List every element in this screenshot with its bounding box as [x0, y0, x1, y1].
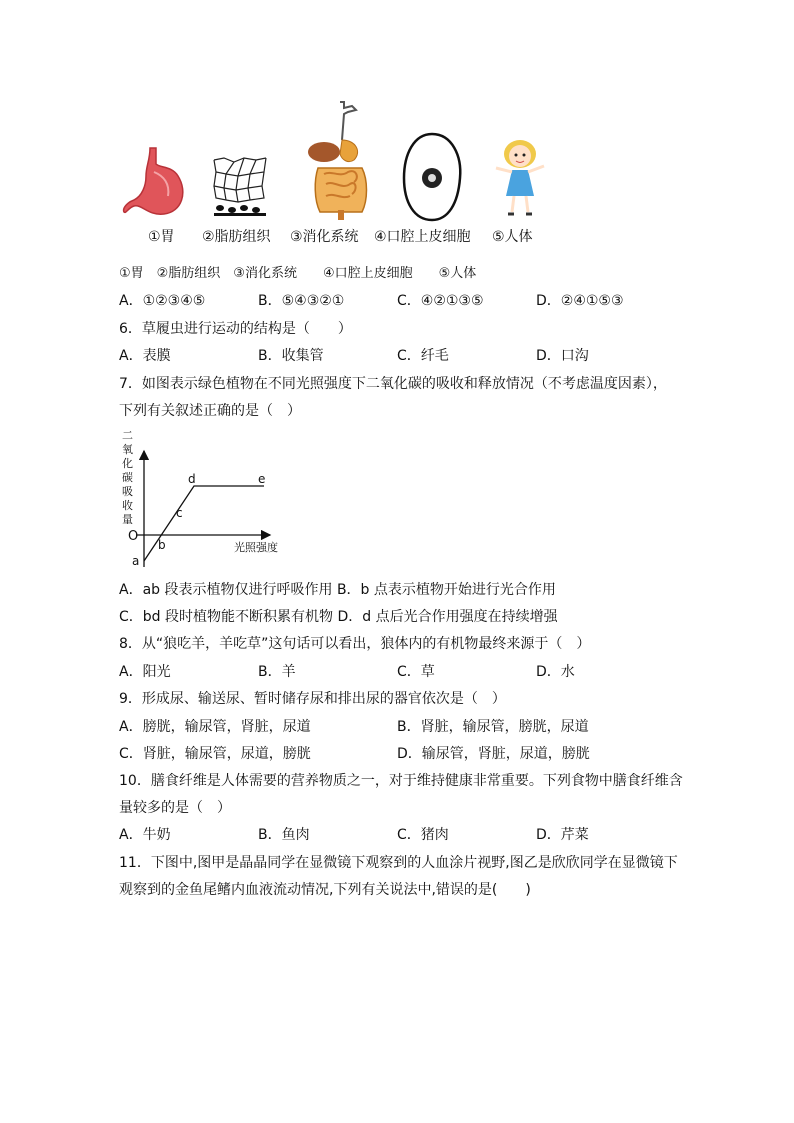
caption-human-body: ⑤人体: [492, 229, 533, 245]
q5-option-a[interactable]: A．①②③④⑤: [119, 293, 206, 309]
q6-option-a[interactable]: A．表膜: [119, 348, 171, 364]
q7-point-a: a: [132, 554, 140, 568]
q7-point-e: e: [258, 472, 266, 486]
q7-options-line2[interactable]: C．bd 段时植物能不断积累有机物 D．d 点后光合作用强度在持续增强: [119, 609, 558, 625]
q7-point-c: c: [176, 506, 183, 520]
q7-point-b: b: [158, 538, 166, 552]
q6-option-d[interactable]: D．口沟: [536, 348, 589, 364]
q6-stem: 6．草履虫进行运动的结构是（ ）: [119, 321, 352, 337]
caption-fat-tissue: ②脂肪组织: [202, 229, 271, 245]
caption-digestive-system: ③消化系统: [290, 229, 359, 245]
q10-option-b[interactable]: B．鱼肉: [258, 827, 310, 843]
q9-option-d[interactable]: D．输尿管，肾脏，尿道，膀胱: [397, 746, 590, 762]
q9-option-b[interactable]: B．肾脏，输尿管，膀胱，尿道: [397, 719, 589, 735]
q8-option-b[interactable]: B．羊: [258, 664, 296, 680]
q11-stem-line2: 观察到的金鱼尾鳍内血液流动情况,下列有关说法中,错误的是( ): [119, 882, 531, 898]
q8-option-a[interactable]: A．阳光: [119, 664, 171, 680]
q10-option-c[interactable]: C．猪肉: [397, 827, 449, 843]
q8-option-d[interactable]: D．水: [536, 664, 575, 680]
q6-option-c[interactable]: C．纤毛: [397, 348, 449, 364]
q7-ylabel-char-0: 二: [122, 429, 133, 442]
q10-option-a[interactable]: A．牛奶: [119, 827, 171, 843]
q5-option-c[interactable]: C．④②①③⑤: [397, 293, 484, 309]
q7-ylabel-char-1: 氧: [122, 443, 133, 456]
q5-option-b[interactable]: B．⑤④③②①: [258, 293, 345, 309]
q7-stem-line1: 7．如图表示绿色植物在不同光照强度下二氧化碳的吸收和释放情况（不考虑温度因素），: [119, 376, 667, 392]
digestive-system-image: [304, 100, 376, 222]
q7-point-d: d: [188, 472, 196, 486]
fat-tissue-image: [212, 156, 268, 218]
q10-stem-line2: 量较多的是（ ）: [119, 800, 231, 816]
q7-stem-line2: 下列有关叙述正确的是（ ）: [119, 403, 301, 419]
q7-ylabel-char-6: 量: [122, 513, 133, 526]
q7-origin-label: O: [128, 529, 139, 544]
q11-stem-line1: 11．下图中,图甲是晶晶同学在显微镜下观察到的人血涂片视野,图乙是欣欣同学在显微镜下: [119, 855, 678, 871]
q9-stem: 9．形成尿、输送尿、暂时储存尿和排出尿的器官依次是（ ）: [119, 691, 506, 707]
human-body-image: [490, 138, 550, 218]
q8-option-c[interactable]: C．草: [397, 664, 435, 680]
q7-options-line1[interactable]: A．ab 段表示植物仅进行呼吸作用 B．b 点表示植物开始进行光合作用: [119, 582, 556, 598]
q5-option-d[interactable]: D．②④①⑤③: [536, 293, 624, 309]
q10-stem-line1: 10．膳食纤维是人体需要的营养物质之一，对于维持健康非常重要。下列食物中膳食纤维含: [119, 773, 683, 789]
caption-stomach: ①胃: [148, 229, 175, 245]
q10-option-d[interactable]: D．芹菜: [536, 827, 589, 843]
q7-ylabel-char-4: 吸: [122, 485, 133, 498]
q6-option-b[interactable]: B．收集管: [258, 348, 324, 364]
q7-ylabel-char-2: 化: [122, 457, 133, 470]
epithelial-cell-image: [400, 132, 464, 222]
q7-xlabel: 光照强度: [234, 541, 278, 554]
q7-ylabel-char-3: 碳: [122, 471, 133, 484]
stomach-image: [120, 146, 190, 218]
q7-ylabel-char-5: 收: [122, 499, 133, 512]
organ-figure: [118, 98, 558, 248]
q9-option-a[interactable]: A．膀胱，输尿管，肾脏，尿道: [119, 719, 311, 735]
caption-epithelial-cell: ④口腔上皮细胞: [374, 229, 471, 245]
q9-option-c[interactable]: C．肾脏，输尿管，尿道，膀胱: [119, 746, 311, 762]
q7-co2-graph: [118, 425, 288, 570]
q7-ylabel: [122, 429, 133, 526]
q8-stem: 8．从“狼吃羊，羊吃草”这句话可以看出，狼体内的有机物最终来源于（ ）: [119, 636, 591, 652]
q5-labels-line: ①胃 ②脂肪组织 ③消化系统 ④口腔上皮细胞 ⑤人体: [119, 266, 477, 281]
